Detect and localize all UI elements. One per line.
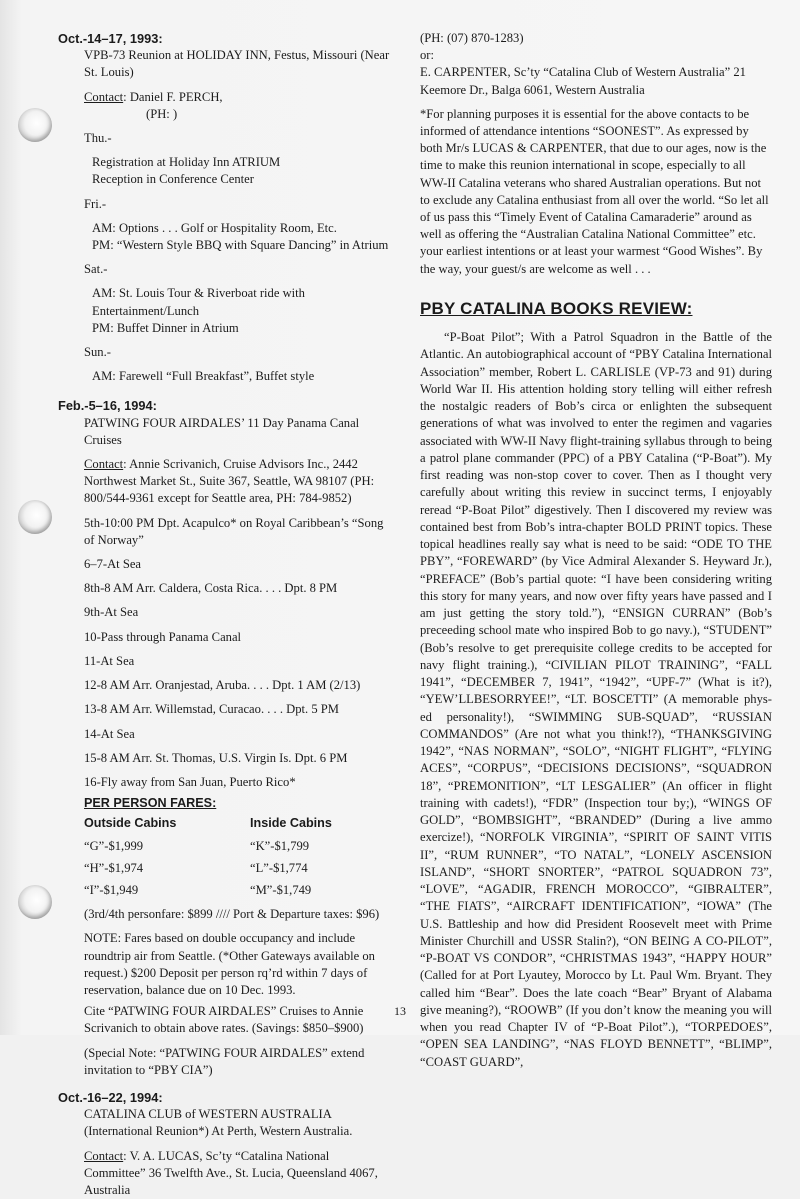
event-title: CATALINA CLUB of WESTERN AUSTRALIA (International Reunion*) At Perth, Western Australia.	[84, 1107, 353, 1139]
or-line: or:	[420, 48, 434, 63]
schedule-item: AM: Farewell “Full Breakfast”, Buffet style	[92, 369, 315, 384]
page-number: 13	[394, 1004, 406, 1018]
binder-hole	[18, 108, 52, 142]
fares-table	[60, 815, 392, 899]
contact-phone: (PH: )	[146, 106, 178, 121]
event-date: Feb.-5–16, 1994:	[58, 398, 157, 414]
event-title: VPB-73 Reunion at HOLIDAY INN, Festus, Missouri (Near St. Louis)	[84, 48, 390, 80]
day-label: Sat.-	[84, 262, 108, 277]
event-date: Oct.-16–22, 1994:	[58, 1089, 163, 1105]
fare-cell: “I”-$1,949	[84, 882, 139, 897]
right-column	[420, 30, 772, 1071]
fares-note: NOTE: Fares based on double occupancy and include roundtrip air from Seattle. (*Other Gateways available on request.) $200 Deposit per person rq’rd within 7 days of reservation, balance due on 10 Dec. 1993.	[84, 931, 375, 997]
itinerary-item: 11-At Sea	[84, 653, 135, 668]
fares-third-person: (3rd/4th personfare: $899 //// Port & Departure taxes: $96)	[84, 907, 380, 922]
contact-phone: (PH: (07) 870-1283)	[420, 31, 524, 45]
itinerary-item: 15-8 AM Arr. St. Thomas, U.S. Virgin Is. Dpt. 6 PM	[84, 750, 348, 765]
book-review: “P-Boat Pilot”; With a Patrol Squadron in the Battle of the Atlantic. An autobiographical account of “PBY Catalina International Association” member, Robert L. CARLISLE (VP-73 and 91) during World War II. His attention holding story telling will either refresh the nostalgic readers of Bob’s circa or enlighten the subsequent generations of what was involved to enter the regimen and vagaries associated with WW-II Navy flight-training syllabus through to being a patrol plane commander (PPC) of a PBY Catalina (“P-Boat”). My first reading was non-stop cover to cover. Then as I thought very carefully about writing this review in succinct terms, I enjoyably reread “P-Boat Pilot” digestively. Then I discovered my review was contained best from Bob’s intra-chapter BOLD PRINT topics. These topical headlines really say what is need to be said: “ODE TO THE PBY”, “FOREWARD” (by Vice Admiral Alexander S. Heyward Jr.), “PREFACE” (Bob’s partial quote: “I have been considering writing this story for many years, and now over fifty years have passed and I am just getting the story told.”), “ENSIGN CURRAN” (Bob’s preceeding school mate who inspired Bob to go navy.), “STUDENT” (Bob’s resolve to get prerequisite college credits to be accepted for navy flight training.), “CIVILIAN PILOT TRAINING”, “FALL 1941”, “DECEMBER 7, 1941”, “1942”, “UPF-7” (What is it?), “YEW’LLBESORRYEE!”, “LT. BOSCETTI” (A memorable phys-ed personality!), “SWIMMING SUB-SQUAD”, “RUSSIAN COMMANDOS” (Are not what you think!?), “THANKSGIVING 1942”, “NAS NORMAN”, “SOLO”, “NIGHT FLIGHT”, “FLYING ACES”, “CORPUS”, “DECISIONS DECISIONS”, “SQUADRON 18”, “PREMONITION”, “LT LESGALIER” (An officer in flight training with cadets!), “FDR” (Inspection tour by;), “WINGS OF GOLD”, “BOMBSIGHT”, “BRANDED” (During a live ammo exercize!), “NORFOLK VIRGINIA”, “SPIRIT OF SAINT VITIS II”, “RUM RUNNER”, “TO NATAL”, “LONELY ASCENSION ISLAND”, “SHORT SNORTER”, “PATROL SQUADRON 73”, “LOVE”, “AGADIR, FRENCH MOROCCO”, “GIBRALTER”, “THE FIATS”, “AIRCRAFT IDENTIFICATION”, “IOWA” (The U.S. Battleship and how did President Roosevelt meet with Prime Minister Churchill and USSR Stalin?), “ON BEING A CO-PILOT”, “P-BOAT VS CONDOR”, “CHRISTMAS 1943”, “HAPPY HOUR” (Called for at Port Lyautey, Morocco by Lt. Paul Wm. Bryant. They called him “Bear”. Does the late coach “Bear” Bryant of Alabama give meaning?), “ROOWB” (If you don’t know the meaning you will when you read Chapter IV of “P-Boat Pilot”.), “TORPEDOES”, “OPEN SEA LANDING”, “NAS FLOYD BENNETT”, “BLIMP”, “COAST GUARD”,	[420, 330, 772, 1069]
itinerary-item: 12-8 AM Arr. Oranjestad, Aruba. . . . Dpt. 1 AM (2/13)	[84, 678, 361, 693]
itinerary-item: 8th-8 AM Arr. Caldera, Costa Rica. . . . Dpt. 8 PM	[84, 581, 338, 596]
schedule-item: AM: Options . . . Golf or Hospitality Room, Etc.	[92, 220, 337, 235]
section-title: PBY CATALINA BOOKS REVIEW:	[420, 298, 693, 318]
fare-cell: “H”-$1,974	[84, 860, 144, 875]
contact-name: : Daniel F. PERCH,	[123, 89, 223, 104]
fare-cell: “K”-$1,799	[250, 838, 310, 853]
contact-line	[60, 1148, 392, 1199]
fares-cite: Cite “PATWING FOUR AIRDALES” Cruises to Annie Scrivanich to obtain above rates. (Savings: $850–$900)	[84, 1004, 364, 1036]
contact-label: Contact	[84, 89, 124, 104]
schedule-item: Reception in Conference Center	[92, 172, 254, 187]
fares-header: Outside Cabins	[84, 816, 177, 831]
contact-label: Contact	[84, 1148, 124, 1163]
itinerary-item: 6–7-At Sea	[84, 557, 142, 572]
itinerary-item: 10-Pass through Panama Canal	[84, 629, 242, 644]
schedule-item: PM: “Western Style BBQ with Square Dancing” in Atrium	[92, 238, 389, 253]
itinerary-item: 5th-10:00 PM Dpt. Acapulco* on Royal Caribbean’s “Song of Norway”	[84, 515, 384, 547]
schedule-item: Registration at Holiday Inn ATRIUM	[92, 155, 281, 170]
special-note: (Special Note: “PATWING FOUR AIRDALES” extend invitation to “PBY CIA”)	[84, 1045, 365, 1077]
planning-note: *For planning purposes it is essential for the above contacts to be informed of attendance intentions “SOONEST”. As expressed by both Mr/s LUCAS & CARPENTER, that due to our ages, now is the time to make this reunion international in scope, especially to all WW-II Catalina veterans who shared Australian operations. But not to exclude any Catalina enthusiast from all over the world. “So let all of us pass this “Timely Event of Catalina Camaraderie” around as well as offering the “Australian Catalina National Committee” etc. your earliest intentions or at least your warmest “Good Wishes”. By the way, your guest/s are welcome as well . . .	[420, 106, 769, 276]
event-title: PATWING FOUR AIRDALES’ 11 Day Panama Canal Cruises	[84, 415, 360, 447]
binder-hole	[18, 885, 52, 919]
fares-header: Inside Cabins	[250, 816, 332, 831]
contact-line	[60, 456, 392, 508]
schedule-item: AM: St. Louis Tour & Riverboat ride with Entertainment/Lunch	[92, 286, 305, 318]
schedule-item: PM: Buffet Dinner in Atrium	[92, 320, 239, 335]
day-label: Fri.-	[84, 196, 107, 211]
day-label: Thu.-	[84, 131, 112, 146]
fare-cell: “G”-$1,999	[84, 838, 144, 853]
itinerary-item: 13-8 AM Arr. Willemstad, Curacao. . . . Dpt. 5 PM	[84, 702, 339, 717]
binder-hole	[18, 500, 52, 534]
contact-text: : Annie Scrivanich, Cruise Advisors Inc., 2442 Northwest Market St., Suite 367, Seattle, WA 98107 (PH: 800/544-9361 except for Seattle area, PH: 784-9852)	[84, 457, 375, 506]
left-column	[60, 30, 392, 1199]
event-date: Oct.-14–17, 1993:	[58, 31, 163, 46]
itinerary-item: 9th-At Sea	[84, 605, 139, 620]
itinerary-item: 14-At Sea	[84, 726, 135, 741]
contact-line	[60, 89, 392, 106]
contact-text: E. CARPENTER, Sc’ty “Catalina Club of Western Australia” 21 Keemore Dr., Balga 6061, Western Australia	[420, 65, 746, 97]
fare-cell: “L”-$1,774	[250, 860, 308, 875]
contact-text: : V. A. LUCAS, Sc’ty “Catalina National Committee” 36 Twelfth Ave., St. Lucia, Queensland 4067, Australia	[84, 1148, 378, 1197]
contact-label: Contact	[84, 457, 124, 472]
itinerary-item: 16-Fly away from San Juan, Puerto Rico*	[84, 774, 296, 789]
fares-title: PER PERSON FARES:	[84, 796, 217, 811]
day-label: Sun.-	[84, 345, 111, 360]
fare-cell: “M”-$1,749	[250, 882, 312, 897]
